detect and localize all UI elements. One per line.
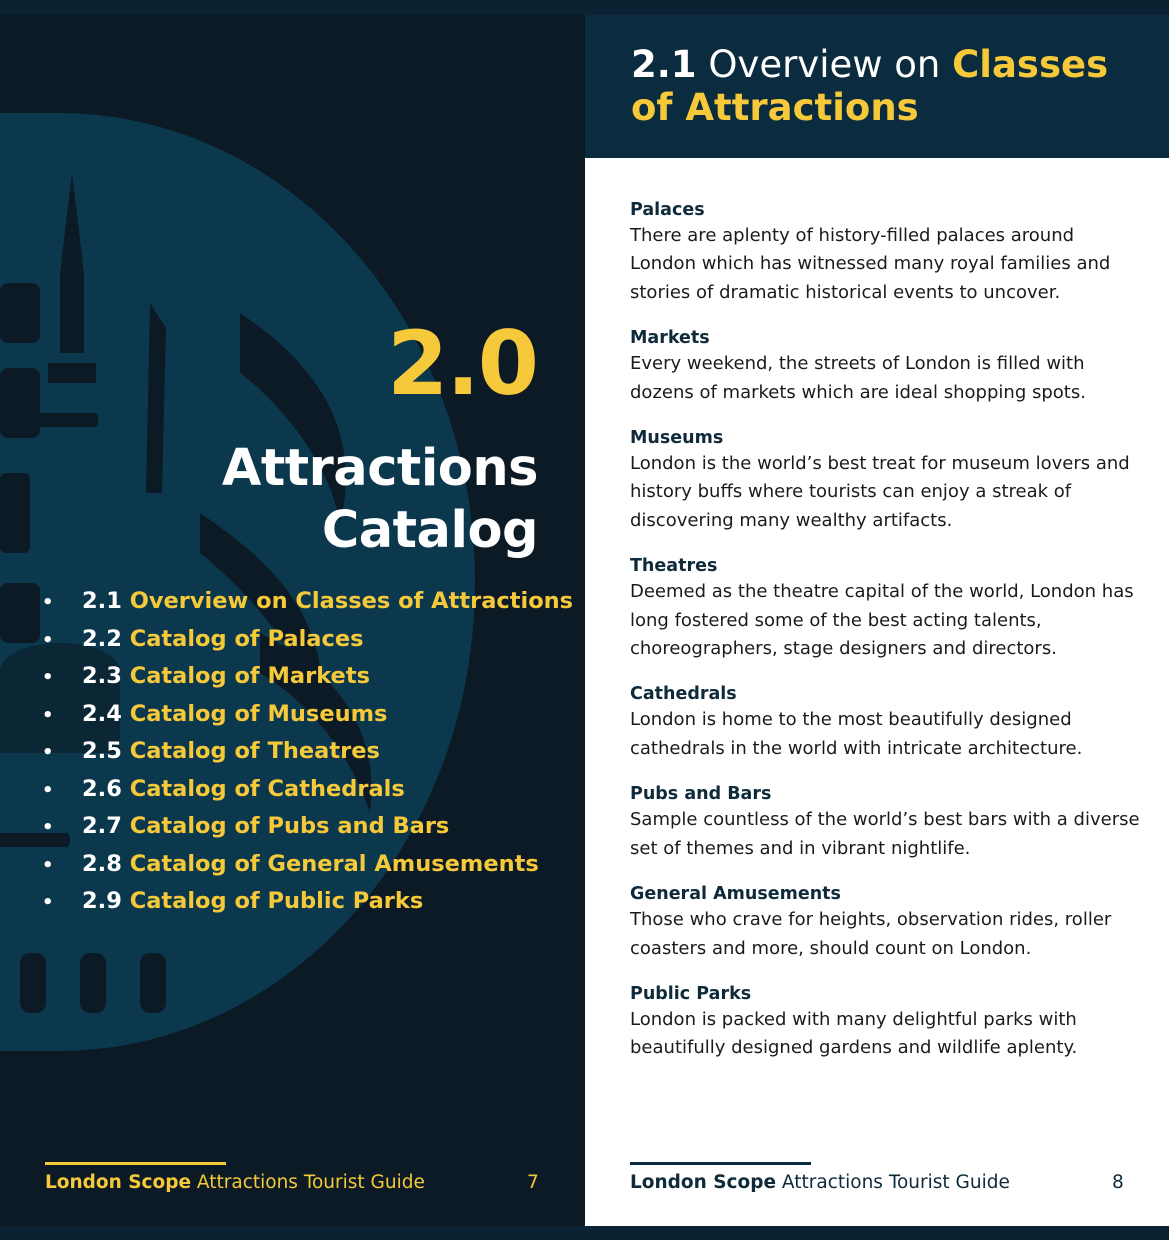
- page-number: 7: [527, 1172, 539, 1193]
- toc-item-number: 2.7: [82, 813, 122, 839]
- attraction-classes-list: [630, 198, 1140, 1082]
- toc-item[interactable]: [42, 846, 573, 884]
- class-heading: Cathedrals: [630, 684, 737, 705]
- toc-item-label: Catalog of Pubs and Bars: [129, 813, 450, 839]
- toc-item-label: Catalog of Palaces: [129, 625, 364, 652]
- toc-item-number: 2.8: [82, 850, 122, 877]
- class-heading: Museums: [630, 428, 724, 449]
- toc-item[interactable]: [42, 771, 573, 809]
- list-item: [630, 682, 1140, 763]
- bullet-icon: •: [42, 742, 54, 763]
- section-title-line-2: Catalog: [321, 501, 538, 560]
- toc-item-number: 2.5: [82, 738, 122, 764]
- toc-item-number: 2.9: [82, 888, 122, 914]
- toc-item-label: Catalog of Theatres: [129, 738, 380, 764]
- list-item: [630, 554, 1140, 663]
- page-title-plain: Overview on: [708, 43, 941, 86]
- toc-item[interactable]: [42, 621, 573, 659]
- class-heading: General Amusements: [630, 884, 841, 905]
- toc-item[interactable]: [42, 583, 573, 621]
- footer-subtitle: Attractions Tourist Guide: [196, 1172, 425, 1193]
- toc-item-number: 2.6: [82, 775, 122, 802]
- footer-divider: [45, 1162, 226, 1165]
- toc-item-number: 2.1: [82, 588, 122, 614]
- class-heading: Markets: [630, 328, 710, 349]
- toc-item[interactable]: [42, 808, 573, 846]
- class-description: There are aplenty of history-filled palaces around London which has witnessed many royal families and stories of dramatic historical events to uncover.: [630, 225, 1111, 303]
- footer-text: [45, 1172, 425, 1193]
- bullet-icon: •: [42, 629, 54, 651]
- class-description: London is home to the most beautifully designed cathedrals in the world with intricate architecture.: [630, 709, 1083, 759]
- class-description: London is packed with many delightful parks with beautifully designed gardens and wildlife aplenty.: [630, 1008, 1078, 1059]
- list-item: [630, 326, 1140, 407]
- page-title: [631, 43, 1151, 129]
- section-title-line-1: Attractions: [221, 439, 538, 498]
- toc-item-label: Catalog of General Amusements: [129, 850, 539, 877]
- toc-item-label: Catalog of Markets: [129, 663, 370, 689]
- bullet-icon: •: [42, 704, 54, 726]
- list-item: [630, 982, 1140, 1063]
- toc-item-number: 2.3: [82, 663, 122, 689]
- class-heading: Palaces: [630, 200, 705, 220]
- class-description: Sample countless of the world’s best bars with a diverse set of themes and in vibrant nightlife.: [630, 809, 1140, 859]
- section-title: [222, 438, 538, 562]
- class-heading: Pubs and Bars: [630, 784, 772, 805]
- class-description: Those who crave for heights, observation rides, roller coasters and more, should count on London.: [630, 909, 1112, 959]
- section-number: 2.0: [387, 312, 537, 415]
- toc-item[interactable]: [42, 658, 573, 696]
- toc-item-label: Overview on Classes of Attractions: [129, 588, 574, 614]
- class-description: London is the world’s best treat for museum lovers and history buffs where tourists can enjoy a streak of discovering many wealthy artifacts.: [630, 453, 1130, 531]
- toc-item-label: Catalog of Cathedrals: [129, 775, 405, 802]
- footer-brand: London Scope: [630, 1172, 777, 1193]
- bullet-icon: •: [42, 779, 54, 801]
- table-of-contents: [42, 583, 573, 921]
- class-heading: Theatres: [630, 556, 718, 577]
- bullet-icon: •: [42, 667, 54, 688]
- class-description: Every weekend, the streets of London is filled with dozens of markets which are ideal shopping spots.: [630, 353, 1086, 403]
- bullet-icon: •: [42, 817, 54, 838]
- toc-item-number: 2.2: [82, 625, 122, 652]
- toc-item[interactable]: [42, 883, 573, 921]
- page-header: [585, 15, 1169, 158]
- top-edge: [0, 0, 1169, 15]
- right-page: [585, 15, 1169, 1226]
- page-number: 8: [1112, 1172, 1124, 1193]
- footer-divider: [630, 1162, 811, 1165]
- list-item: [630, 882, 1140, 963]
- footer-brand: London Scope: [45, 1172, 192, 1193]
- bullet-icon: •: [42, 854, 54, 876]
- list-item: [630, 426, 1140, 535]
- footer-subtitle: Attractions Tourist Guide: [781, 1172, 1010, 1193]
- class-heading: Public Parks: [630, 983, 752, 1004]
- footer-text: [630, 1172, 1010, 1193]
- toc-item-label: Catalog of Public Parks: [129, 888, 424, 914]
- page-title-highlight: Classes of Attractions: [631, 43, 1109, 129]
- toc-item[interactable]: [42, 733, 573, 771]
- toc-item-label: Catalog of Museums: [129, 700, 388, 727]
- left-page: [0, 15, 584, 1226]
- bullet-icon: •: [42, 892, 54, 913]
- page-title-number: 2.1: [631, 43, 697, 86]
- list-item: [630, 198, 1140, 307]
- bullet-icon: •: [42, 592, 54, 613]
- toc-item[interactable]: [42, 696, 573, 734]
- list-item: [630, 782, 1140, 863]
- class-description: Deemed as the theatre capital of the world, London has long fostered some of the best acting talents, choreographers, stage designers and directors.: [630, 581, 1134, 660]
- toc-item-number: 2.4: [82, 700, 122, 727]
- bottom-edge: [0, 1226, 1169, 1240]
